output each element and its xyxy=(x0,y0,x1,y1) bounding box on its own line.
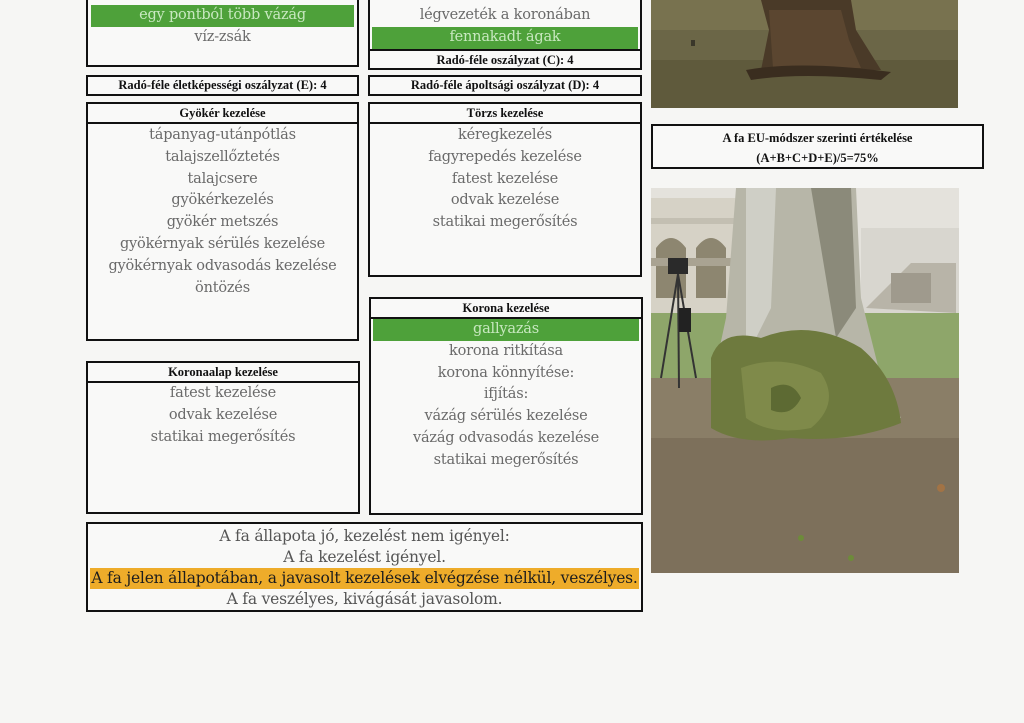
list-item: gyökérkezelés xyxy=(171,192,274,209)
list-item: statikai megerősítés xyxy=(433,451,579,468)
problems-box-right xyxy=(368,0,642,70)
trunk-treatment-box xyxy=(368,102,642,277)
viability-rating xyxy=(86,75,359,96)
care-rating xyxy=(368,75,642,96)
eu-evaluation-box xyxy=(651,124,984,169)
list-item: fatest kezelése xyxy=(169,385,277,401)
crown-treatment-box xyxy=(369,297,643,515)
list-item: korona könnyítése: xyxy=(437,364,575,381)
list-item: talajcsere xyxy=(187,170,258,187)
eu-evaluation-title: A fa EU-módszer szerinti értékelése xyxy=(722,131,913,145)
root-treatment-title: Gyökér kezelése xyxy=(88,104,357,124)
conclusion-box xyxy=(86,522,643,612)
eu-evaluation-formula: (A+B+C+D+E)/5=75% xyxy=(756,151,879,165)
list-item: víz-zsák xyxy=(194,28,251,45)
list-item: statikai megerősítés xyxy=(150,428,296,445)
tree-photo-top xyxy=(651,0,958,108)
list-item: fatest kezelése xyxy=(451,170,559,187)
list-item: vázág sérülés kezelése xyxy=(424,408,588,425)
trunk-treatment-title: Törzs kezelése xyxy=(370,104,640,124)
crown-base-treatment-list xyxy=(88,383,358,448)
list-item: gyökérnyak odvasodás kezelése xyxy=(108,257,337,274)
conclusion-option: A fa kezelést igényel. xyxy=(283,548,446,566)
conclusion-option-selected: A fa jelen állapotában, a javasolt kezelések elvégzése nélkül, veszélyes. xyxy=(91,569,638,587)
list-item: gyökérnyak sérülés kezelése xyxy=(119,235,326,252)
list-item: odvak kezelése xyxy=(168,406,278,423)
list-item: fennakadt ágak xyxy=(372,27,638,49)
list-item: talajszellőztetés xyxy=(165,148,280,165)
list-item: öntözés xyxy=(195,279,250,296)
trunk-treatment-list xyxy=(370,124,640,234)
list-item: ifjítás: xyxy=(483,386,529,403)
list-item: vázág odvasodás kezelése xyxy=(412,429,600,446)
crown-treatment-list xyxy=(371,319,641,472)
list-item: fagyrepedés kezelése xyxy=(428,148,582,165)
list-item: korona ritkítása xyxy=(449,342,563,359)
viability-rating-label: Radó-féle életképességi oszályzat (E): 4 xyxy=(118,78,327,92)
list-item: légvezeték a koronában xyxy=(419,7,591,23)
problems-box-left xyxy=(86,0,359,67)
list-item: statikai megerősítés xyxy=(432,214,578,231)
list-item: gyökér metszés xyxy=(166,214,279,231)
crown-base-treatment-title: Koronaalap kezelése xyxy=(88,363,358,383)
crown-treatment-title: Korona kezelése xyxy=(371,299,641,319)
care-rating-label: Radó-féle ápoltsági oszályzat (D): 4 xyxy=(410,78,600,92)
list-item: odvak kezelése xyxy=(450,192,560,209)
tree-photo-bottom xyxy=(651,188,959,573)
conclusion-option: A fa állapota jó, kezelést nem igényel: xyxy=(219,527,510,545)
rating-c-label: Radó-féle oszályzat (C): 4 xyxy=(370,49,640,69)
list-item: kéregkezelés xyxy=(457,127,552,143)
list-item: egy pontból több vázág xyxy=(91,5,354,27)
conclusion-option: A fa veszélyes, kivágását javasolom. xyxy=(226,590,503,608)
crown-base-treatment-box xyxy=(86,361,360,514)
list-item: tápanyag-utánpótlás xyxy=(149,127,296,143)
list-item: gallyazás xyxy=(373,319,639,341)
root-treatment-list xyxy=(88,124,357,299)
root-treatment-box xyxy=(86,102,359,341)
